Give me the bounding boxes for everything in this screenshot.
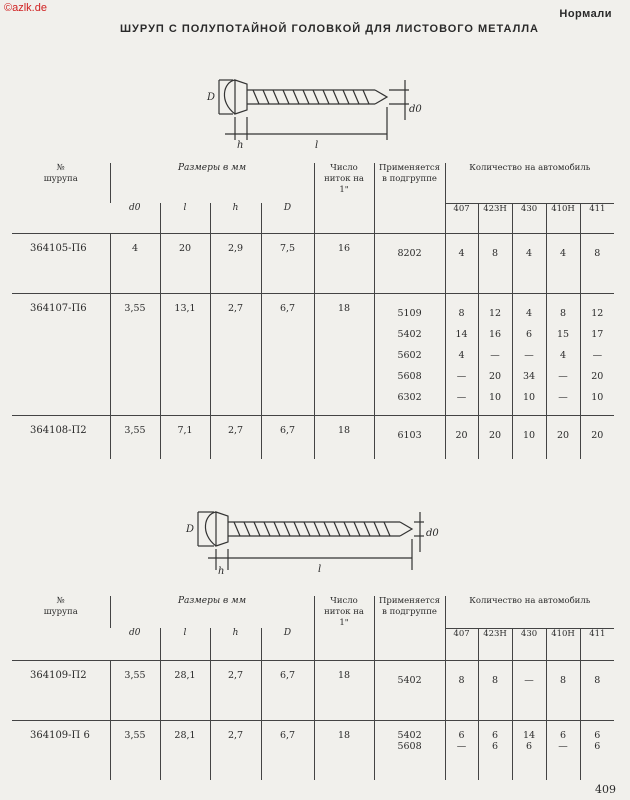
quantity-value: —	[490, 349, 500, 361]
header-applied: Применяется в подгруппе	[374, 163, 445, 233]
header-car-410n-2: 410Н	[546, 628, 580, 660]
quantity-value: 20	[488, 370, 502, 382]
quantity-value: 16	[488, 328, 502, 340]
cell-quantity	[512, 233, 546, 293]
specs-table-1	[12, 163, 614, 459]
cell-quantity	[546, 293, 580, 415]
quantity-value: 12	[488, 307, 502, 319]
quantity-value: 8	[560, 674, 567, 686]
quantity-value: 6	[492, 729, 499, 741]
cell-h: 2,7	[210, 415, 261, 459]
quantity-value: —	[524, 674, 534, 686]
part-number: 364107-П6	[12, 293, 110, 415]
quantity-value: —	[456, 370, 467, 382]
quantity-value: 14	[522, 729, 536, 741]
header-threads: Число ниток на 1"	[314, 163, 374, 233]
dim-label-d0-2: d0	[426, 528, 439, 539]
quantity-value: 6	[526, 740, 533, 752]
cell-D: 6,7	[261, 720, 314, 780]
group-code: 8202	[397, 247, 422, 259]
table-row	[12, 233, 614, 293]
quantity-value: 6	[526, 328, 533, 340]
cell-quantity	[512, 293, 546, 415]
quantity-value: 10	[488, 391, 502, 403]
part-number: 364109-П2	[12, 660, 110, 720]
document-title: ШУРУП С ПОЛУПОТАЙНОЙ ГОЛОВКОЙ ДЛЯ ЛИСТОВОГО МЕТАЛЛА	[120, 23, 539, 35]
header-quantity: Количество на автомобиль	[445, 163, 614, 203]
header-car-423n: 423Н	[478, 203, 512, 233]
cell-l: 20	[160, 233, 210, 293]
header-d0: d0	[110, 203, 160, 233]
group-code: 5402	[397, 674, 422, 686]
cell-quantity	[445, 415, 478, 459]
cell-threads: 18	[314, 660, 374, 720]
part-number: 364108-П2	[12, 415, 110, 459]
header-h: h	[210, 203, 261, 233]
cell-quantity	[445, 660, 478, 720]
group-code: 5402	[397, 729, 422, 741]
quantity-value: —	[558, 391, 568, 403]
cell-threads: 18	[314, 415, 374, 459]
header-quantity-2: Количество на автомобиль	[445, 596, 614, 628]
cell-groups	[374, 660, 445, 720]
dim-label-D-2: D	[186, 524, 195, 535]
cell-d0: 4	[110, 233, 160, 293]
header-car-430: 430	[512, 203, 546, 233]
dim-label-d0: d0	[409, 104, 422, 115]
cell-h: 2,7	[210, 293, 261, 415]
cell-threads: 16	[314, 233, 374, 293]
cell-quantity	[546, 415, 580, 459]
cell-quantity	[445, 293, 478, 415]
quantity-value: 8	[594, 247, 601, 259]
header-l-2: l	[160, 628, 210, 660]
cell-quantity	[478, 415, 512, 459]
quantity-value: 4	[560, 349, 567, 361]
cell-quantity	[580, 720, 614, 780]
cell-quantity	[478, 293, 512, 415]
quantity-value: 10	[522, 391, 536, 403]
table-row	[12, 415, 614, 459]
quantity-value: —	[456, 740, 467, 752]
quantity-value: 8	[594, 674, 601, 686]
cell-quantity	[580, 293, 614, 415]
cell-d0: 3,55	[110, 660, 160, 720]
cell-d0: 3,55	[110, 293, 160, 415]
quantity-value: —	[558, 370, 568, 382]
quantity-value: —	[524, 349, 534, 361]
cell-quantity	[546, 233, 580, 293]
cell-groups	[374, 233, 445, 293]
page-number: 409	[595, 783, 616, 796]
cell-quantity	[478, 720, 512, 780]
cell-h: 2,7	[210, 720, 261, 780]
quantity-value: 4	[526, 247, 533, 259]
cell-d0: 3,55	[110, 415, 160, 459]
cell-h: 2,9	[210, 233, 261, 293]
table-row	[12, 660, 614, 720]
section-label: Нормали	[559, 8, 612, 20]
cell-quantity	[580, 660, 614, 720]
group-code: 6302	[397, 391, 422, 403]
header-applied-2: Применяется в подгруппе	[374, 596, 445, 660]
header-l: l	[160, 203, 210, 233]
table-row	[12, 720, 614, 780]
cell-l: 13,1	[160, 293, 210, 415]
cell-threads: 18	[314, 293, 374, 415]
header-D: D	[261, 203, 314, 233]
quantity-value: 4	[458, 247, 465, 259]
quantity-value: 20	[488, 429, 502, 441]
quantity-value: 6	[492, 740, 499, 752]
dim-label-h-2: h	[218, 566, 225, 577]
cell-quantity	[512, 415, 546, 459]
cell-l: 28,1	[160, 720, 210, 780]
quantity-value: 8	[492, 247, 499, 259]
cell-quantity	[580, 415, 614, 459]
quantity-value: 6	[560, 729, 567, 741]
cell-groups	[374, 293, 445, 415]
header-number: № шурупа	[12, 163, 110, 233]
specs-table-2	[12, 596, 614, 780]
quantity-value: 20	[455, 429, 468, 441]
screw-drawing-long	[178, 494, 448, 584]
cell-threads: 18	[314, 720, 374, 780]
cell-h: 2,7	[210, 660, 261, 720]
cell-quantity	[445, 720, 478, 780]
header-car-423n-2: 423Н	[478, 628, 512, 660]
header-car-430-2: 430	[512, 628, 546, 660]
quantity-value: 4	[458, 349, 465, 361]
quantity-value: 6	[594, 729, 601, 741]
quantity-value: 10	[591, 391, 604, 403]
group-code: 5602	[397, 349, 422, 361]
cell-D: 6,7	[261, 660, 314, 720]
header-car-407-2: 407	[445, 628, 478, 660]
quantity-value: 6	[458, 729, 465, 741]
quantity-value: 4	[560, 247, 567, 259]
dim-label-l-2: l	[318, 564, 322, 575]
quantity-value: 12	[591, 307, 604, 319]
table-row	[12, 293, 614, 415]
quantity-value: 8	[560, 307, 567, 319]
header-threads-2: Число ниток на 1"	[314, 596, 374, 660]
cell-groups	[374, 720, 445, 780]
quantity-value: 17	[591, 328, 604, 340]
group-code: 6103	[397, 429, 422, 441]
watermark: ©azlk.de	[4, 2, 47, 14]
cell-quantity	[546, 660, 580, 720]
cell-groups	[374, 415, 445, 459]
quantity-value: 15	[556, 328, 570, 340]
quantity-value: —	[592, 349, 603, 361]
dim-label-l: l	[315, 140, 319, 151]
cell-D: 6,7	[261, 415, 314, 459]
quantity-value: 14	[455, 328, 468, 340]
group-code: 5608	[397, 370, 422, 382]
header-sizes-2: Размеры в мм	[110, 596, 314, 628]
quantity-value: 20	[591, 429, 604, 441]
quantity-value: 20	[556, 429, 570, 441]
group-code: 5402	[397, 328, 422, 340]
cell-l: 7,1	[160, 415, 210, 459]
cell-l: 28,1	[160, 660, 210, 720]
quantity-value: 34	[522, 370, 536, 382]
cell-D: 6,7	[261, 293, 314, 415]
cell-quantity	[512, 720, 546, 780]
cell-quantity	[445, 233, 478, 293]
header-sizes: Размеры в мм	[110, 163, 314, 203]
quantity-value: —	[558, 740, 568, 752]
quantity-value: 20	[591, 370, 604, 382]
cell-D: 7,5	[261, 233, 314, 293]
dim-label-h: h	[237, 140, 244, 151]
quantity-value: 8	[458, 674, 465, 686]
group-code: 5608	[397, 740, 422, 752]
cell-quantity	[512, 660, 546, 720]
cell-quantity	[478, 233, 512, 293]
group-code: 5109	[397, 307, 422, 319]
quantity-value: 8	[458, 307, 465, 319]
header-D-2: D	[261, 628, 314, 660]
quantity-value: —	[456, 391, 467, 403]
cell-quantity	[478, 660, 512, 720]
cell-quantity	[580, 233, 614, 293]
part-number: 364109-П 6	[12, 720, 110, 780]
header-car-410n: 410Н	[546, 203, 580, 233]
part-number: 364105-П6	[12, 233, 110, 293]
cell-quantity	[546, 720, 580, 780]
quantity-value: 8	[492, 674, 499, 686]
header-number-2: № шурупа	[12, 596, 110, 660]
header-h-2: h	[210, 628, 261, 660]
header-car-411-2: 411	[580, 628, 614, 660]
header-car-407: 407	[445, 203, 478, 233]
quantity-value: 6	[594, 740, 601, 752]
cell-d0: 3,55	[110, 720, 160, 780]
dim-label-D: D	[207, 92, 216, 103]
header-d0-2: d0	[110, 628, 160, 660]
header-car-411: 411	[580, 203, 614, 233]
quantity-value: 10	[522, 429, 536, 441]
screw-drawing-short	[205, 62, 435, 152]
quantity-value: 4	[526, 307, 533, 319]
